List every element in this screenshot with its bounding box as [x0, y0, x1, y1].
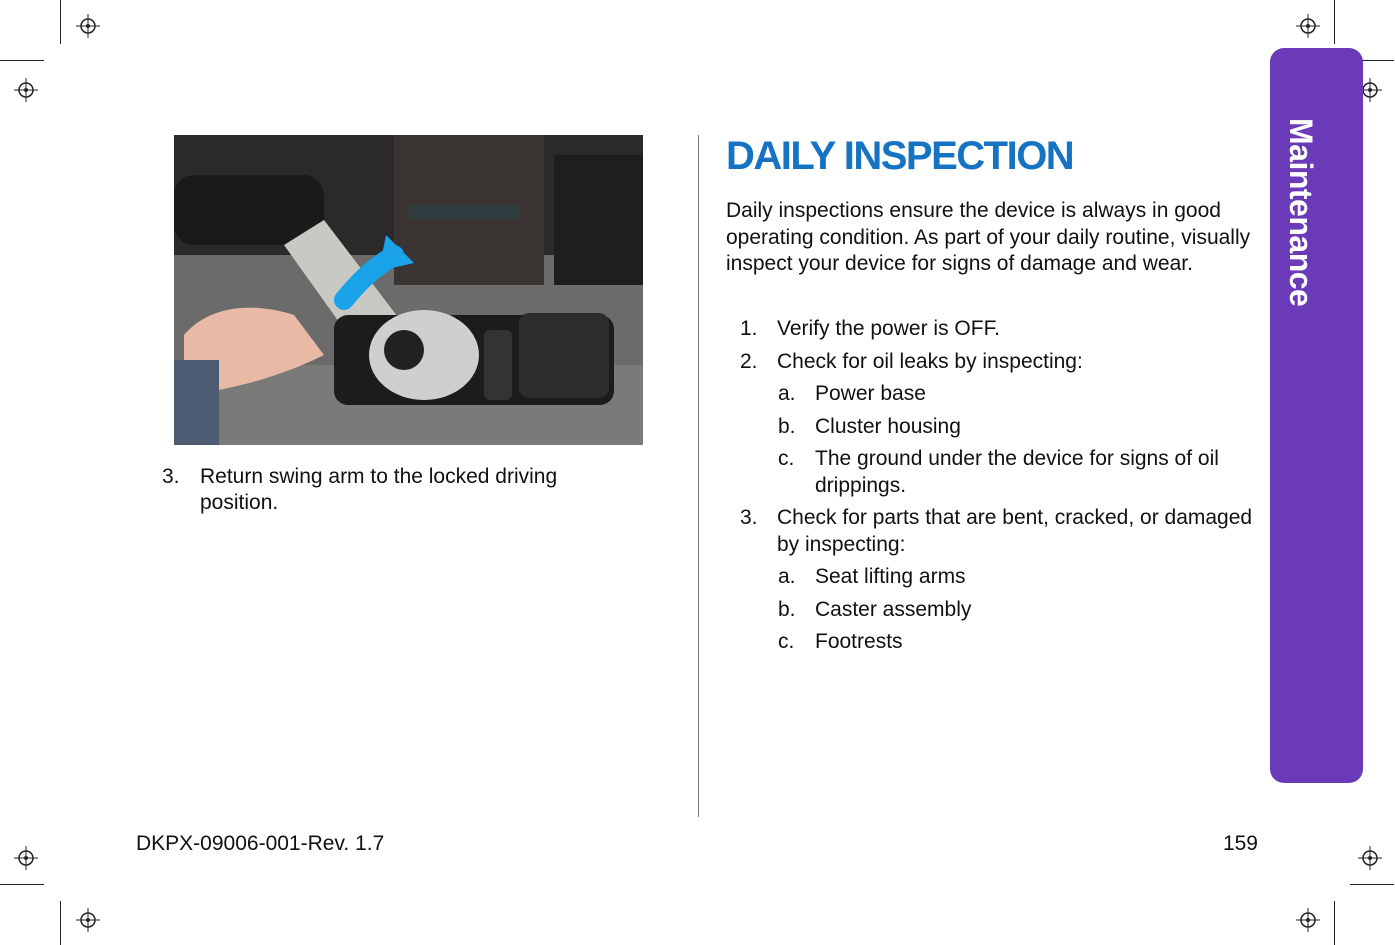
- step-text: Check for oil leaks by inspecting:: [777, 349, 1083, 373]
- trim-mark: [0, 884, 44, 885]
- list-item: [740, 349, 1260, 376]
- swing-arm-step: [162, 464, 632, 516]
- column-divider: [698, 135, 699, 817]
- substep-text: Seat lifting arms: [815, 565, 966, 588]
- trim-mark: [60, 0, 61, 44]
- step-text: Check for parts that are bent, cracked, or damaged by inspecting:: [777, 506, 1253, 556]
- step-number: 2.: [740, 349, 758, 373]
- swing-arm-photo: [174, 135, 643, 445]
- list-subitem: [778, 381, 1260, 408]
- section-heading: DAILY INSPECTION: [726, 134, 1074, 178]
- registration-mark-icon: [1296, 14, 1320, 38]
- substep-text: The ground under the device for signs of oil drippings.: [815, 447, 1219, 497]
- step-number: 3.: [162, 465, 180, 488]
- step-number: 3.: [740, 506, 758, 529]
- step-number: 1.: [740, 317, 758, 340]
- intro-paragraph: Daily inspections ensure the device is always in good operating condition. As part of your daily routine, visually inspect your device for signs of damage and wear.: [726, 199, 1251, 275]
- substep-text: Cluster housing: [815, 414, 961, 438]
- swing-arm-illustration: [174, 135, 643, 445]
- list-item: [740, 316, 1260, 343]
- substep-letter: a.: [778, 382, 796, 405]
- registration-mark-icon: [76, 14, 100, 38]
- list-subitem: [778, 629, 1260, 656]
- substep-text: Footrests: [815, 630, 903, 653]
- registration-mark-icon: [14, 846, 38, 870]
- inspection-steps: [740, 316, 1260, 662]
- registration-mark-icon: [14, 78, 38, 102]
- document-id: DKPX-09006-001-Rev. 1.7: [136, 832, 385, 855]
- list-subitem: [778, 597, 1260, 624]
- substep-letter: c.: [778, 630, 795, 653]
- trim-mark: [60, 901, 61, 945]
- trim-mark: [1350, 884, 1394, 885]
- list-subitem: [778, 414, 1260, 441]
- trim-mark: [1334, 0, 1335, 44]
- substep-letter: b.: [778, 597, 796, 621]
- list-subitem: [778, 564, 1260, 591]
- substep-text: Caster assembly: [815, 597, 972, 621]
- list-subitem: [778, 446, 1260, 499]
- section-tab-label: Maintenance: [1283, 118, 1319, 307]
- substep-letter: a.: [778, 565, 796, 588]
- registration-mark-icon: [1358, 846, 1382, 870]
- substep-letter: c.: [778, 447, 795, 470]
- registration-mark-icon: [1296, 908, 1320, 932]
- step-text: Return swing arm to the locked driving position.: [200, 465, 558, 514]
- registration-mark-icon: [76, 908, 100, 932]
- substep-text: Power base: [815, 382, 926, 405]
- trim-mark: [1334, 901, 1335, 945]
- step-text: Verify the power is OFF.: [777, 317, 1000, 340]
- substep-letter: b.: [778, 414, 796, 438]
- page-number: 159: [1222, 832, 1258, 855]
- trim-mark: [0, 60, 44, 61]
- list-item: [740, 505, 1260, 558]
